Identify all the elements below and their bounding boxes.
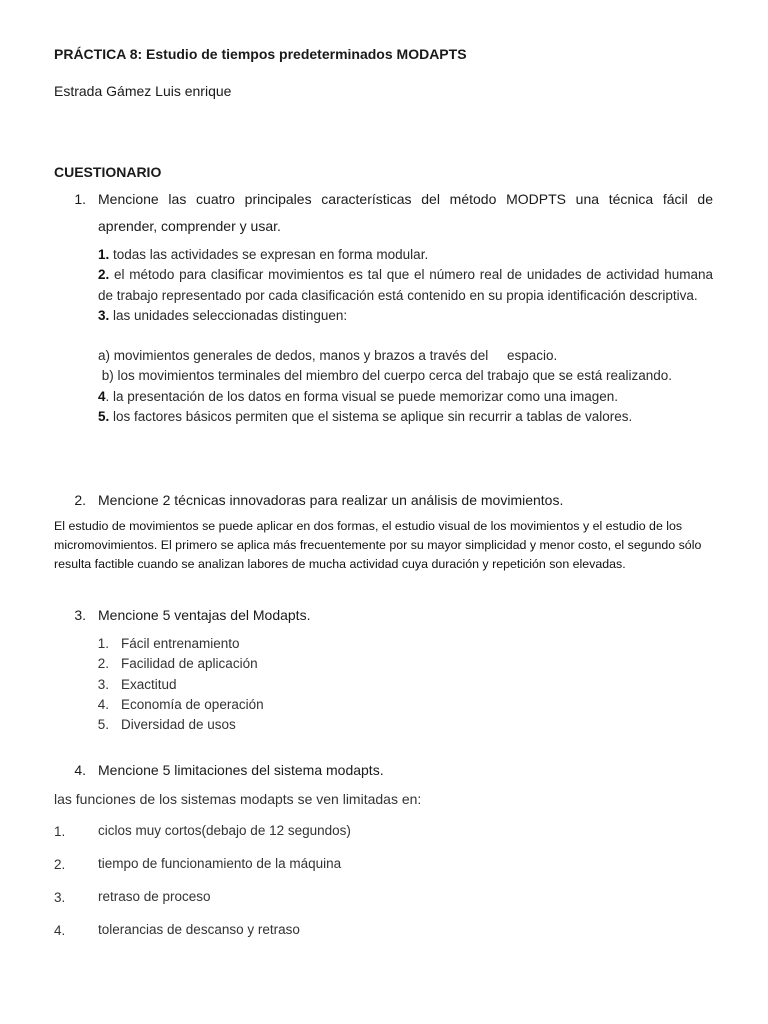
list-number: 5. [97,717,109,732]
list-item: Economía de operación [121,697,264,712]
question-text: Mencione 2 técnicas innovadoras para realizar un análisis de movimientos. [98,492,564,508]
list-item: Facilidad de aplicación [121,656,258,671]
answer-subitem: b) los movimientos terminales del miembro del cuerpo cerca del trabajo que se está realizando. [98,368,673,384]
answer-item [98,387,713,407]
question-text-line-2: aprender, comprender y usar. [98,218,281,234]
answer-number: 4 [98,388,106,404]
list-number: 1. [97,636,109,651]
answer-number: 1. [98,247,110,262]
answer-text: los factores básicos permiten que el sistema se aplique sin recurrir a tablas de valores. [109,409,633,425]
list-item: Exactitud [121,677,177,692]
list-number: 3. [54,890,66,905]
answer-1-block [98,245,713,427]
answer-number: 2. [98,267,110,283]
author-name: Estrada Gámez Luis enrique [54,83,232,99]
answer-subitem: a) movimientos generales de dedos, manos y brazos a través del espacio. [98,348,558,364]
question-number: 3. [74,607,86,623]
answer-text: el método para clasificar movimientos es tal que el número real de unidades de actividad humana de trabajo representado por cada clasificación está contenido en su propia identificación descriptiva. [98,267,713,303]
section-heading: CUESTIONARIO [54,164,162,180]
question-text: Mencione 5 ventajas del Modapts. [98,607,311,623]
answer-text: . la presentación de los datos en forma visual se puede memorizar como una imagen. [105,388,619,404]
answer-item [98,245,713,265]
list-item: tolerancias de descanso y retraso [98,922,300,937]
list-number: 1. [54,824,66,839]
list-number: 4. [97,697,109,712]
question-text-line-1: Mencione las cuatro principales características del método MODPTS una técnica fácil de [98,191,713,207]
list-item: ciclos muy cortos(debajo de 12 segundos) [98,823,351,838]
list-number: 4. [54,923,66,938]
list-item: retraso de proceso [98,889,211,904]
answer-2-paragraph: El estudio de movimientos se puede aplicar en dos formas, el estudio visual de los movimientos y el estudio de los micromovimientos. El primero se aplica más frecuentemente por su mayor simplicidad y menor costo, el segundo sólo resulta factible cuando se analizan labores de mucha actividad cuya duración y repetición son elevadas. [54,519,702,571]
answer-number: 3. [98,307,110,323]
document-title: PRÁCTICA 8: Estudio de tiempos predeterminados MODAPTS [54,46,467,62]
question-number: 2. [74,492,86,508]
answer-item [98,265,713,306]
answer-text: las unidades seleccionadas distinguen: [109,307,348,323]
answer-item [98,407,713,427]
list-item: Fácil entrenamiento [121,636,240,651]
question-text: Mencione 5 limitaciones del sistema modapts. [98,762,384,778]
answer-number: 5. [98,409,110,425]
list-item: Diversidad de usos [121,717,236,732]
answer-item [98,306,713,326]
list-number: 2. [97,656,109,671]
list-number: 3. [97,677,109,692]
question-number: 4. [74,762,86,778]
list-number: 2. [54,857,66,872]
answer-text: todas las actividades se expresan en forma modular. [109,247,429,262]
question-number: 1. [74,191,86,207]
limitations-intro: las funciones de los sistemas modapts se ven limitadas en: [54,791,422,807]
list-item: tiempo de funcionamiento de la máquina [98,856,342,871]
